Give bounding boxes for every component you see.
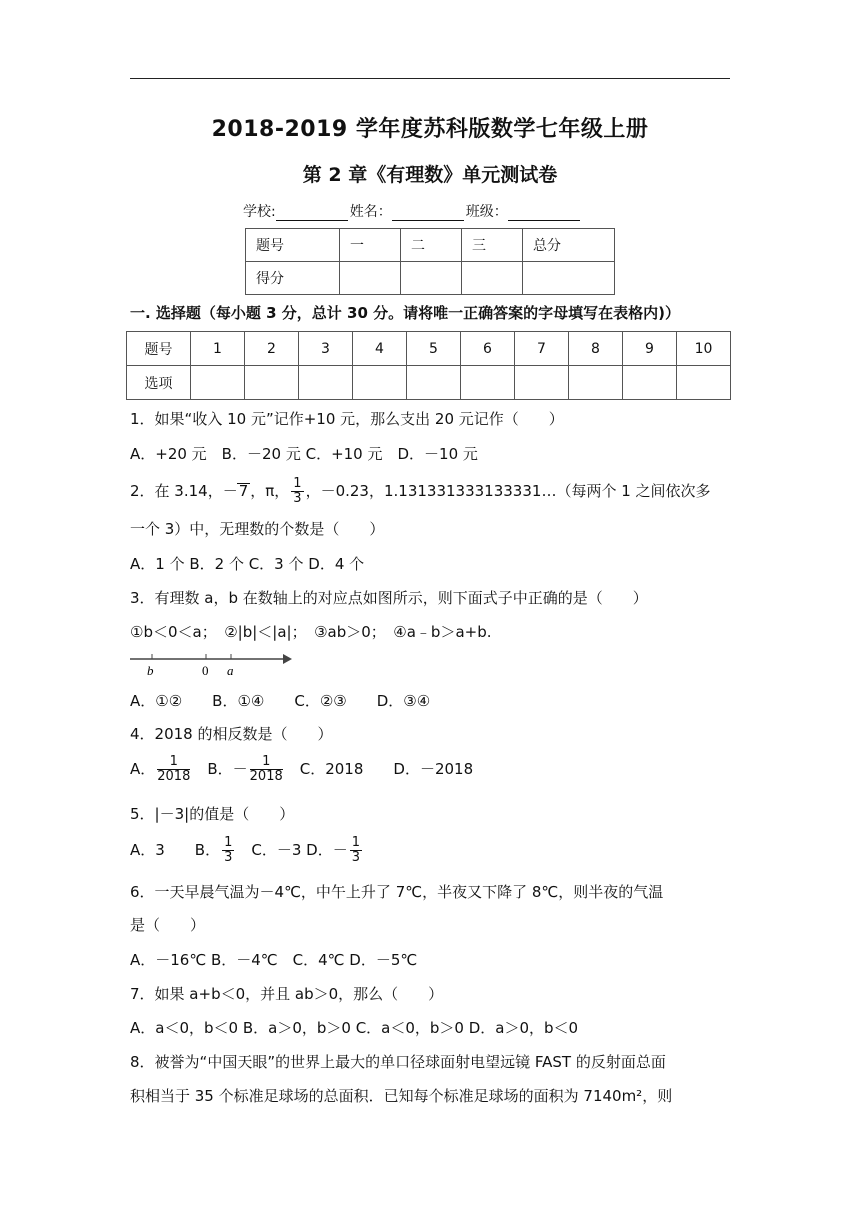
answer-number: 8 <box>569 332 623 366</box>
frac-denominator: 2018 <box>249 769 283 784</box>
answer-number: 9 <box>623 332 677 366</box>
score-header-cell: 一 <box>340 229 401 262</box>
class-blank[interactable] <box>508 206 580 221</box>
answer-number: 4 <box>353 332 407 366</box>
answer-cell[interactable] <box>191 366 245 400</box>
score-header-cell: 题号 <box>246 229 340 262</box>
q1-options: A．+20 元 B．－20 元 C．+10 元 D．－10 元 <box>130 445 478 463</box>
fraction-one-third <box>222 836 234 865</box>
answer-number: 10 <box>677 332 731 366</box>
score-header-cell: 二 <box>401 229 462 262</box>
answer-cell[interactable] <box>245 366 299 400</box>
frac-denominator: 3 <box>351 850 361 865</box>
q2-stem-b: ，π， <box>250 482 290 500</box>
q5-stem: 5．|－3|的值是（ ） <box>130 805 295 823</box>
answer-table <box>126 331 731 400</box>
q4-option-cd: C．2018 D．－2018 <box>284 760 474 778</box>
section-heading: 一. 选择题（每小题 3 分，总计 30 分。请将唯一正确答案的字母填写在表格内)） <box>130 304 680 322</box>
q6-stem-a: 6．一天早晨气温为－4℃，中午上升了 7℃，半夜又下降了 8℃，则半夜的气温 <box>130 883 664 901</box>
sqrt-7: 7 <box>238 482 249 500</box>
q4-option-b-label: B．－ <box>192 760 248 778</box>
answer-cell[interactable] <box>353 366 407 400</box>
answer-cell[interactable] <box>461 366 515 400</box>
q4-options <box>130 755 473 784</box>
q2-options: A．1 个 B．2 个 C．3 个 D．4 个 <box>130 555 365 573</box>
q2-stem-c: ，－0.23，1.131331333133331…（每两个 1 之间依次多 <box>305 482 711 500</box>
school-blank[interactable] <box>276 206 348 221</box>
q5-option-ab: A．3 B． <box>130 841 221 859</box>
label-0: 0 <box>202 663 209 678</box>
label-b: b <box>147 663 154 678</box>
frac-numerator: 1 <box>224 835 233 850</box>
q2-stem-d: 一个 3）中，无理数的个数是（ ） <box>130 520 385 538</box>
q4-option-a-label: A． <box>130 760 156 778</box>
frac-numerator: 1 <box>157 755 190 770</box>
q1-stem: 1．如果“收入 10 元”记作+10 元，那么支出 20 元记作（ ） <box>130 410 564 428</box>
q8-stem-b: 积相当于 35 个标准足球场的总面积．已知每个标准足球场的面积为 7140m²，则 <box>130 1087 673 1105</box>
class-label: 班级： <box>465 204 508 220</box>
score-cell[interactable] <box>523 262 615 295</box>
q7-stem: 7．如果 a+b＜0，并且 ab＞0，那么（ ） <box>130 985 444 1003</box>
answer-number: 7 <box>515 332 569 366</box>
answer-number: 6 <box>461 332 515 366</box>
name-blank[interactable] <box>392 206 464 221</box>
school-label: 学校: <box>243 204 276 220</box>
q3-items: ①b＜0＜a； ②|b|＜|a|； ③ab＞0； ④a﹣b＞a+b. <box>130 623 492 641</box>
answer-cell[interactable] <box>623 366 677 400</box>
q6-options: A．－16℃ B．－4℃ C．4℃ D．－5℃ <box>130 951 418 969</box>
score-cell[interactable] <box>462 262 523 295</box>
page-title: 2018-2019 学年度苏科版数学七年级上册 <box>211 117 649 142</box>
fraction-one-third <box>350 836 362 865</box>
q2-stem <box>130 477 711 506</box>
frac-denominator: 3 <box>224 850 233 865</box>
q7-options: A．a＜0，b＜0 B．a＞0，b＞0 C．a＜0，b＞0 D．a＞0，b＜0 <box>130 1019 579 1037</box>
fraction-one-third <box>291 477 303 506</box>
answer-cell[interactable] <box>299 366 353 400</box>
top-rule <box>130 78 730 79</box>
frac-numerator: 1 <box>250 755 283 770</box>
q5-options <box>130 836 364 865</box>
fraction-1-2018 <box>250 755 283 784</box>
answer-header-label: 题号 <box>127 332 191 366</box>
answer-cell[interactable] <box>407 366 461 400</box>
student-info <box>243 201 582 221</box>
answer-cell[interactable] <box>677 366 731 400</box>
label-a: a <box>227 663 234 678</box>
frac-numerator: 1 <box>293 476 302 491</box>
arrow-icon <box>283 654 292 664</box>
score-header-cell: 三 <box>462 229 523 262</box>
answer-row-label: 选项 <box>127 366 191 400</box>
score-header-cell: 总分 <box>523 229 615 262</box>
score-cell[interactable] <box>401 262 462 295</box>
answer-number: 1 <box>191 332 245 366</box>
answer-cell[interactable] <box>569 366 623 400</box>
q3-stem: 3．有理数 a，b 在数轴上的对应点如图所示，则下面式子中正确的是（ ） <box>130 589 648 607</box>
page-subtitle: 第 2 章《有理数》单元测试卷 <box>302 164 558 186</box>
frac-numerator: 1 <box>351 835 361 850</box>
q3-options: A．①② B．①④ C．②③ D．③④ <box>130 692 431 710</box>
name-label: 姓名： <box>349 204 392 220</box>
frac-denominator: 2018 <box>157 769 191 784</box>
q2-stem-a: 2．在 3.14，－ <box>130 482 238 500</box>
answer-number: 3 <box>299 332 353 366</box>
q6-stem-b: 是（ ） <box>130 916 206 934</box>
score-row-label: 得分 <box>246 262 340 295</box>
answer-cell[interactable] <box>515 366 569 400</box>
q5-option-cd: C．－3 D．－ <box>236 841 348 859</box>
fraction-1-2018 <box>157 755 190 784</box>
q4-stem: 4．2018 的相反数是（ ） <box>130 725 333 743</box>
score-table <box>245 228 615 295</box>
frac-denominator: 3 <box>293 491 302 506</box>
answer-number: 5 <box>407 332 461 366</box>
answer-number: 2 <box>245 332 299 366</box>
number-line-figure <box>130 650 300 680</box>
score-cell[interactable] <box>340 262 401 295</box>
q8-stem-a: 8．被誉为“中国天眼”的世界上最大的单口径球面射电望远镜 FAST 的反射面总面 <box>130 1053 666 1071</box>
